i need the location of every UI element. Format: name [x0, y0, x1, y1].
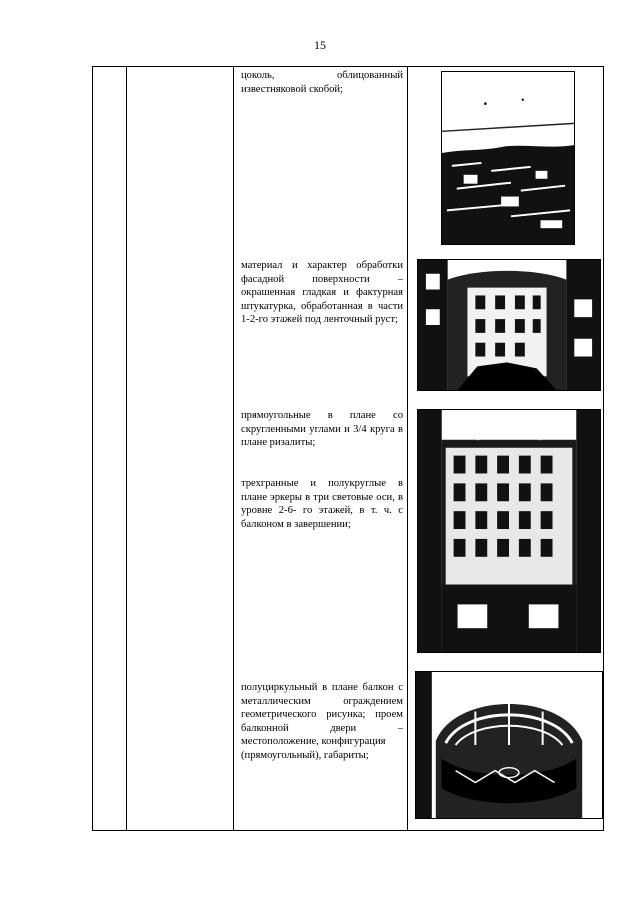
plinth-photo — [441, 71, 575, 245]
column-divider — [233, 67, 234, 830]
column-divider — [407, 67, 408, 830]
column-divider — [126, 67, 127, 830]
feature-description: цоколь, облицованный известняковой скобой; — [241, 70, 403, 95]
feature-description: трехгранные и полукруглые в плане эркеры в три световые оси, в уровне 2-6- го этажей, в т. ч. с балконом в завершении; — [241, 478, 403, 530]
facade-photo — [417, 259, 601, 391]
feature-description: материал и характер обработки фасадной поверхности – окрашенная гладкая и фактурная штукатурка, обработанная в части 1-2-го этажей под ленточный руст; — [241, 260, 403, 326]
feature-description: прямоугольные в плане со скругленными углами и 3/4 круга в плане ризалиты; — [241, 410, 403, 449]
building-photo — [417, 409, 601, 653]
page-number: 15 — [314, 38, 326, 52]
feature-description: полуциркульный в плане балкон с металлическим ограждением геометрического рисунка; проем балконной двери – местоположение, конфигурация (прямоугольный), габариты; — [241, 682, 403, 761]
balcony-photo — [415, 671, 603, 819]
features-table — [92, 66, 604, 831]
